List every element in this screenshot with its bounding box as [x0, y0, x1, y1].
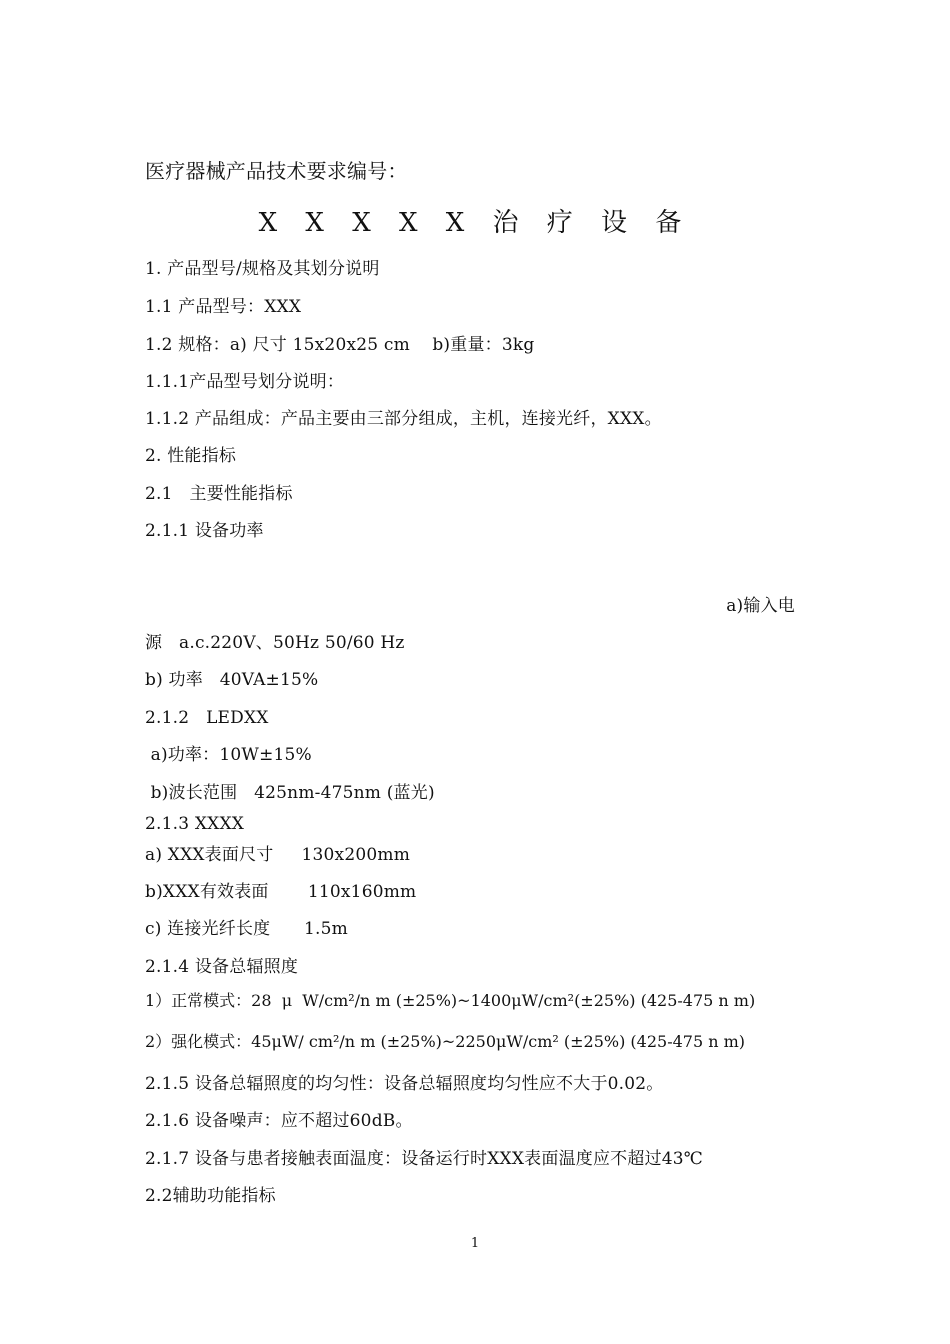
- section-line: c) 连接光纤长度 1.5m: [145, 919, 348, 939]
- document-title: X X X X X 治 疗 设 备: [258, 208, 692, 238]
- section-line: 1.2 规格：a) 尺寸 15x20x25 cm b)重量：3kg: [145, 335, 535, 355]
- section-line: 2.1.3 XXXX: [145, 814, 245, 834]
- section-line: 1.1.1产品型号划分说明：: [145, 372, 345, 392]
- section-line: 2.1.1 设备功率: [145, 521, 264, 541]
- section-line: a)功率：10W±15%: [145, 745, 312, 765]
- document-heading: 医疗器械产品技术要求编号：: [145, 159, 408, 183]
- page-number: 1: [470, 1236, 480, 1251]
- section-line: 2.1.2 LEDXX: [145, 708, 269, 728]
- section-line: b)波长范围 425nm-475nm (蓝光): [145, 783, 435, 803]
- section-line: 2. 性能指标: [145, 446, 237, 466]
- section-line: 2.1.4 设备总辐照度: [145, 957, 299, 977]
- section-line: 2.1 主要性能指标: [145, 484, 293, 504]
- section-line: a)输入电: [726, 596, 795, 616]
- section-line: 源 a.c.220V、50Hz 50/60 Hz: [145, 633, 405, 653]
- section-line: 2.1.7 设备与患者接触表面温度：设备运行时XXX表面温度应不超过43℃: [145, 1149, 704, 1169]
- section-line: 2.2辅助功能指标: [145, 1186, 276, 1206]
- section-line: 1.1.2 产品组成：产品主要由三部分组成，主机，连接光纤，XXX。: [145, 409, 662, 429]
- section-line: 2）强化模式：45μW/ cm²/n m (±25%)~2250μW/cm² (±25%) (425-475 n m): [145, 1032, 746, 1051]
- section-line: 2.1.6 设备噪声：应不超过60dB。: [145, 1111, 413, 1131]
- section-line: 1）正常模式：28 μ W/cm²/n m (±25%)~1400μW/cm²(±25%) (425-475 n m): [145, 991, 756, 1010]
- section-line: 2.1.5 设备总辐照度的均匀性：设备总辐照度均匀性应不大于0.02。: [145, 1074, 664, 1094]
- section-line: 1. 产品型号/规格及其划分说明: [145, 259, 380, 279]
- section-line: 1.1 产品型号：XXX: [145, 297, 302, 317]
- section-line: b)XXX有效表面 110x160mm: [145, 882, 417, 902]
- section-line: a) XXX表面尺寸 130x200mm: [145, 845, 411, 865]
- section-line: b) 功率 40VA±15%: [145, 670, 319, 690]
